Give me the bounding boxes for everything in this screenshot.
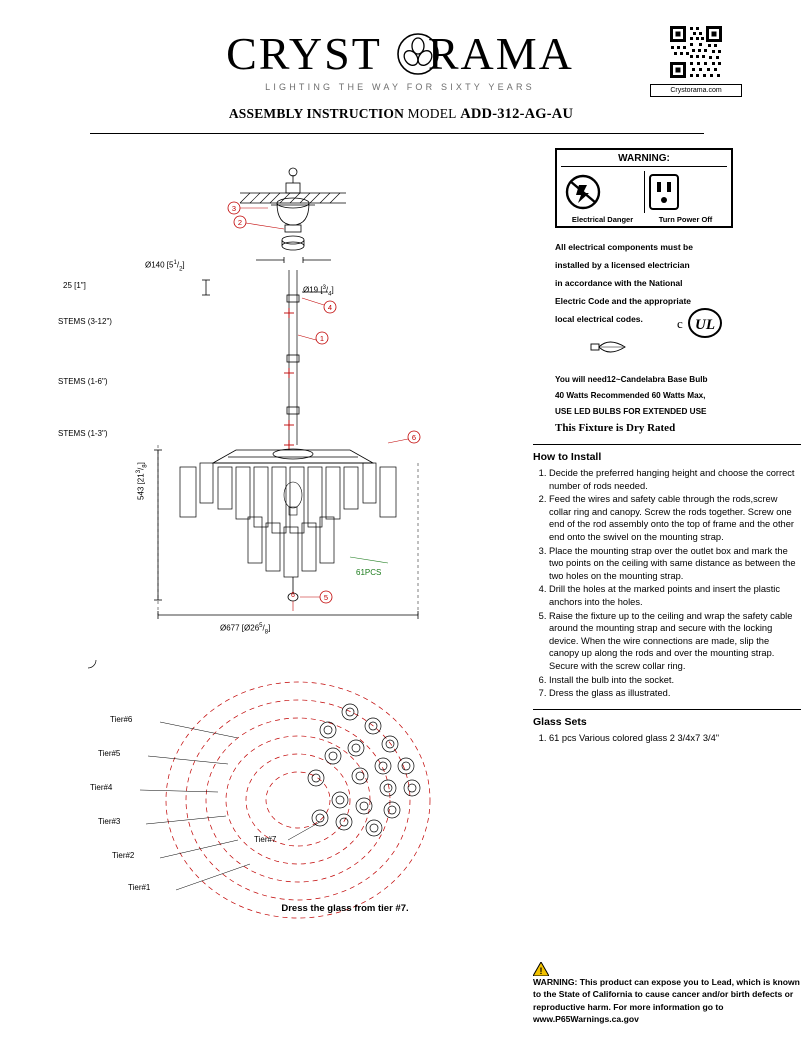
brand-word-left: CRYST bbox=[226, 28, 382, 79]
bulb-requirements bbox=[555, 372, 770, 420]
title-model-number: ADD-312-AG-AU bbox=[460, 106, 574, 122]
brand-tagline: LIGHTING THE WAY FOR SIXTY YEARS bbox=[265, 82, 535, 92]
glass-pieces-count-label: 61PCS bbox=[356, 568, 382, 577]
install-step: 7. Dress the glass as illustrated. bbox=[549, 687, 801, 700]
prop65-warning bbox=[533, 962, 801, 1026]
install-step: 3. Place the mounting strap over the outlet box and mark the two points on the ceiling with same distance as between the two holes on the mounting strap. bbox=[549, 545, 801, 583]
install-steps-list bbox=[533, 467, 801, 700]
header-divider bbox=[90, 133, 704, 134]
svg-text:2: 2 bbox=[237, 218, 243, 227]
electrical-note bbox=[555, 238, 765, 328]
dry-rated-note: This Fixture is Dry Rated bbox=[555, 422, 676, 434]
candelabra-bulb-icon bbox=[587, 336, 641, 358]
power-outlet-icon bbox=[647, 173, 681, 211]
dim-rod-length: 25 [1"] bbox=[63, 281, 86, 290]
warning-right-label: Turn Power Off bbox=[658, 215, 713, 224]
glass-set-item: 1. 61 pcs Various colored glass 2 3/4x7 3/4" bbox=[549, 732, 801, 745]
bulb-need-line-1: You will need12~Candelabra Base Bulb bbox=[555, 375, 708, 384]
dim-canopy-diameter: Ø140 $[5^1/_2]$ bbox=[145, 260, 185, 273]
svg-text:UL: UL bbox=[695, 317, 715, 333]
tier-label-1: Tier#1 bbox=[128, 883, 151, 892]
svg-text:1: 1 bbox=[319, 334, 325, 343]
glass-sets-list bbox=[533, 732, 801, 745]
tier-label-3: Tier#3 bbox=[98, 817, 121, 826]
install-step: 4. Drill the holes at the marked points and insert the plastic anchors into the holes. bbox=[549, 583, 801, 608]
svg-text:4: 4 bbox=[327, 303, 333, 312]
title-model-word: MODEL bbox=[407, 106, 457, 121]
install-step: 6. Install the bulb into the socket. bbox=[549, 674, 801, 687]
install-step: 2. Feed the wires and safety cable through the rods,screw collar ring and canopy. Screw the rods together. Screw one end of the rod assembly onto the top of frame and the other end onto the swivel on the mounting strap. bbox=[549, 493, 801, 543]
tier-label-6: Tier#6 bbox=[110, 715, 133, 724]
warning-triangle-icon bbox=[533, 962, 549, 976]
how-to-install-heading: How to Install bbox=[533, 451, 602, 463]
svg-text:c: c bbox=[677, 316, 683, 331]
warning-title: WARNING: bbox=[618, 153, 670, 164]
warning-left-label: Electrical Danger bbox=[571, 215, 634, 224]
tier-label-7: Tier#7 bbox=[254, 835, 277, 844]
electrical-note-line-3: in accordance with the National bbox=[555, 278, 683, 288]
glass-sets-heading: Glass Sets bbox=[533, 715, 587, 728]
svg-text:6: 6 bbox=[411, 433, 417, 442]
assembly-drawings bbox=[58, 145, 516, 935]
page-header bbox=[0, 14, 802, 100]
stem-label-3: STEMS (1-3") bbox=[58, 429, 108, 438]
svg-text:5: 5 bbox=[323, 593, 329, 602]
prop65-warning-text: WARNING: This product can expose you to Lead, which is known to the State of California to cause cancer and/or birth defects or reproductive harm. For more information go to www.P65Warnings.ca.gov bbox=[533, 977, 800, 1025]
page-title bbox=[0, 105, 802, 123]
bulb-need-line-2: 40 Watts Recommended 60 Watts Max, bbox=[555, 391, 706, 400]
electrical-warning-box bbox=[555, 148, 733, 228]
electrical-note-line-1: All electrical components must be bbox=[555, 242, 693, 252]
dim-rod-diameter: Ø19 $[^3/_4]$ bbox=[303, 285, 334, 298]
qr-code-icon bbox=[668, 24, 724, 80]
electrical-note-line-5: local electrical codes. bbox=[555, 314, 643, 324]
title-prefix: ASSEMBLY INSTRUCTION bbox=[228, 106, 405, 121]
install-step: 5. Raise the fixture up to the ceiling and wrap the safety cable around the mounting strap and secure with the locking device. When the wire connections are made, slip the canopy up along the rods and over the mounting strap. Secure with the screw collar ring. bbox=[549, 610, 801, 673]
tier-label-5: Tier#5 bbox=[98, 749, 121, 758]
qr-caption: Crystorama.com bbox=[650, 84, 742, 97]
instructions-column bbox=[533, 148, 801, 745]
svg-text:3: 3 bbox=[231, 204, 237, 213]
fixture-elevation-drawing bbox=[88, 145, 516, 645]
svg-text:6: 6 bbox=[291, 592, 295, 599]
stem-label-2: STEMS (1-6") bbox=[58, 377, 108, 386]
dim-overall-height: 543 $[21^3/_8]$ bbox=[136, 462, 149, 500]
section-divider-glass bbox=[533, 709, 801, 710]
section-divider-install bbox=[533, 444, 801, 445]
dress-glass-note: Dress the glass from tier #7. bbox=[281, 903, 409, 914]
electrical-note-line-4: Electric Code and the appropriate bbox=[555, 296, 692, 306]
bulb-need-line-3: USE LED BULBS FOR EXTENDED USE bbox=[555, 407, 707, 416]
dim-overall-width: Ø677 $[Ø26^5/_8]$ bbox=[220, 623, 271, 636]
svg-text:!: ! bbox=[539, 966, 543, 976]
stem-label-1: STEMS (3-12") bbox=[58, 317, 112, 326]
brand-word-right: RAMA bbox=[427, 28, 574, 79]
electrical-note-line-2: installed by a licensed electrician bbox=[555, 260, 690, 270]
tier-label-2: Tier#2 bbox=[112, 851, 135, 860]
electrical-danger-icon bbox=[561, 173, 605, 211]
tier-label-4: Tier#4 bbox=[90, 783, 113, 792]
ul-listed-icon bbox=[675, 306, 731, 340]
crystorama-flower-logo-icon bbox=[396, 32, 440, 76]
install-step: 1. Decide the preferred hanging height and choose the correct number of rods needed. bbox=[549, 467, 801, 492]
